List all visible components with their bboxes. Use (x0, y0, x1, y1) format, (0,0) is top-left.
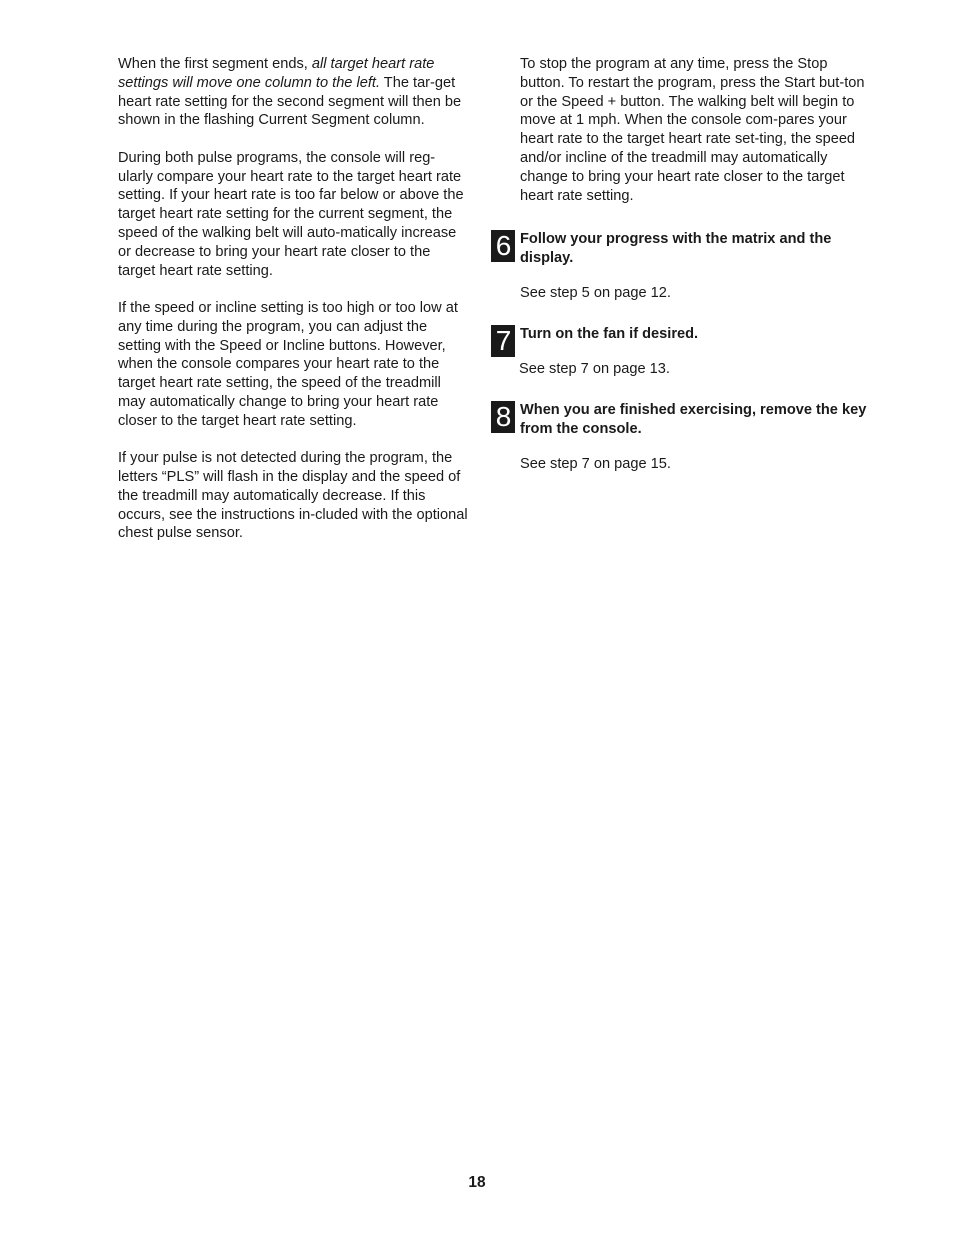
right-column (520, 55, 866, 205)
paragraph-segment-end-emphasis: all target heart rate settings will move one column to the left. (118, 56, 435, 91)
paragraph-segment-end (118, 55, 470, 130)
step-note: See step 5 on page 12. (520, 285, 671, 301)
step-number-badge: 7 (491, 325, 515, 357)
step-number-badge: 8 (491, 401, 515, 433)
step-note: See step 7 on page 13. (519, 361, 670, 377)
paragraph-segment-end-rest: The tar-get heart rate setting for the second segment will then be shown in the flashing Current Segment column. (118, 74, 462, 129)
paragraph-pulse-compare: During both pulse programs, the console will reg-ularly compare your heart rate to the target heart rate setting. If your heart rate is too far below or above the target heart rate setting for the current segment, the speed of the walking belt will auto-matically increase or decrease to bring your heart rate closer to the target heart rate setting. (118, 149, 464, 279)
paragraph-pulse-not-detected: If your pulse is not detected during the program, the letters “PLS” will flash in the display and the speed of the treadmill may automatically decrease. If this occurs, see the instructions in-cluded with the optional chest pulse sensor. (118, 450, 468, 542)
paragraph-segment-end-lead: When the first segment ends, (118, 56, 312, 72)
step-title: When you are finished exercising, remove the key from the console. (520, 402, 867, 437)
paragraph-speed-incline-adjust: If the speed or incline setting is too high or too low at any time during the program, you can adjust the setting with the Speed or Incline buttons. However, when the console compares your heart rate to the target heart rate setting, the speed of the treadmill may automatically change to bring your heart rate closer to the target heart rate setting. (118, 299, 458, 429)
step-number-badge: 6 (491, 230, 515, 262)
step-title: Turn on the fan if desired. (520, 326, 699, 342)
left-column (118, 55, 470, 543)
step-note: See step 7 on page 15. (520, 456, 671, 472)
paragraph-stop-restart: To stop the program at any time, press the Stop button. To restart the program, press the Start but-ton or the Speed + button. The walking belt will begin to move at 1 mph. When the console com-pares your heart rate to the target heart rate set-ting, the speed and/or incline of the treadmill may automatically change to bring your heart rate closer to the target heart rate setting. (520, 56, 865, 204)
page-number: 18 (468, 1174, 486, 1191)
step-title: Follow your progress with the matrix and the display. (520, 231, 832, 266)
